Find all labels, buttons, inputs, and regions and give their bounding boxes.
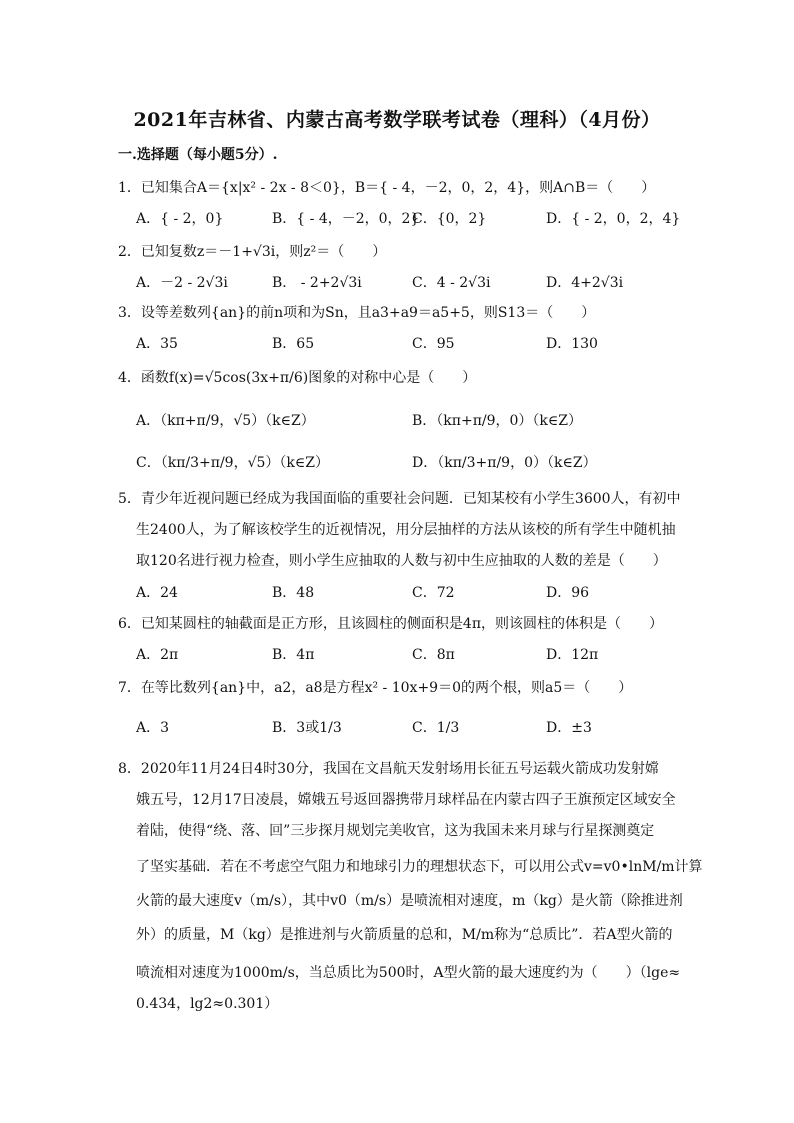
question-6-option-b: B．4π bbox=[272, 647, 315, 663]
question-6-option-c: C．8π bbox=[412, 647, 455, 663]
question-6-stem: 6．已知某圆柱的轴截面是正方形，且该圆柱的侧面积是4π，则该圆柱的体积是（ ） bbox=[118, 616, 664, 632]
question-8-line-4: 了坚实基础．若在不考虑空气阻力和地球引力的理想状态下，可以用公式v=v0•lnM/m计算 bbox=[136, 859, 703, 875]
question-1-option-a: A．{ - 2，0} bbox=[136, 211, 224, 227]
question-1-option-c: C．{0，2} bbox=[412, 211, 487, 227]
question-3-option-b: B．65 bbox=[272, 336, 315, 352]
question-8-line-7: 喷流相对速度为1000m/s，当总质比为500时，A型火箭的最大速度约为（ ）（lge≈ bbox=[136, 965, 681, 981]
question-5-line-3: 取120名进行视力检查，则小学生应抽取的人数与初中生应抽取的人数的差是（ ） bbox=[136, 553, 667, 569]
question-5-option-d: D．96 bbox=[546, 585, 590, 601]
question-4-option-a: A．（kπ+π/9，√5）（k∈Z） bbox=[136, 413, 315, 429]
question-5-option-a: A．24 bbox=[136, 585, 178, 601]
question-3-option-c: C．95 bbox=[412, 336, 455, 352]
question-7-option-b: B．3或1/3 bbox=[272, 720, 342, 736]
question-2-option-a: A．－2 - 2√3i bbox=[136, 275, 228, 291]
question-8-line-2: 娥五号，12月17日凌晨，嫦娥五号返回器携带月球样品在内蒙古四子王旗预定区域安全 bbox=[136, 792, 676, 808]
question-4-option-c: C．（kπ/3+π/9，√5）（k∈Z） bbox=[136, 455, 329, 471]
question-2-stem: 2．已知复数z＝－1+√3i，则z²＝（ ） bbox=[118, 244, 387, 260]
question-4-option-d: D．（kπ/3+π/9，0）（k∈Z） bbox=[412, 455, 597, 471]
question-2-option-d: D．4+2√3i bbox=[546, 275, 624, 291]
question-8-line-3: 着陆，使得“绕、落、回”三步探月规划完美收官，这为我国未来月球与行星探测奠定 bbox=[136, 823, 655, 839]
question-6-option-d: D．12π bbox=[546, 647, 599, 663]
question-4-stem: 4．函数f(x)=√5cos(3x+π/6)图象的对称中心是（ ） bbox=[118, 370, 477, 386]
question-8-line-5: 火箭的最大速度v（m/s），其中v0（m/s）是喷流相对速度，m（kg）是火箭（除推进剂 bbox=[136, 893, 683, 909]
question-1-option-b: B．{ - 4，－2，0，2} bbox=[272, 211, 420, 227]
question-4-option-b: B．（kπ+π/9，0）（k∈Z） bbox=[412, 413, 583, 429]
question-1-stem: 1．已知集合A＝{x|x² - 2x - 8＜0}，B＝{ - 4，－2，0，2，4}，则A∩B＝（ ） bbox=[118, 180, 656, 196]
question-3-option-a: A．35 bbox=[136, 336, 178, 352]
question-1-option-d: D．{ - 2，0，2，4} bbox=[546, 211, 681, 227]
page-title: 2021年吉林省、内蒙古高考数学联考试卷（理科）（4月份） bbox=[133, 109, 661, 131]
question-7-stem: 7．在等比数列{an}中，a2，a8是方程x² - 10x+9＝0的两个根，则a5＝（ ） bbox=[118, 680, 633, 696]
question-5-line-2: 生2400人，为了解该校学生的近视情况，用分层抽样的方法从该校的所有学生中随机抽 bbox=[136, 522, 676, 538]
question-2-option-c: C．4 - 2√3i bbox=[412, 275, 491, 291]
question-8-line-6: 外）的质量，M（kg）是推进剂与火箭质量的总和，M/m称为“总质比”．若A型火箭的 bbox=[136, 927, 673, 943]
question-5-line-1: 5．青少年近视问题已经成为我国面临的重要社会问题．已知某校有小学生3600人，有初中 bbox=[118, 491, 681, 507]
question-7-option-c: C．1/3 bbox=[412, 720, 460, 736]
question-6-option-a: A．2π bbox=[136, 647, 179, 663]
question-3-option-d: D．130 bbox=[546, 336, 598, 352]
section-heading: 一.选择题（每小题5分）. bbox=[118, 147, 278, 163]
question-7-option-a: A．3 bbox=[136, 720, 170, 736]
question-8-line-8: 0.434，lg2≈0.301） bbox=[136, 996, 279, 1012]
question-2-option-b: B． - 2+2√3i bbox=[272, 275, 362, 291]
question-5-option-c: C．72 bbox=[412, 585, 455, 601]
question-3-stem: 3．设等差数列{an}的前n项和为Sn，且a3+a9＝a5+5，则S13＝（ ） bbox=[118, 305, 596, 321]
question-8-line-1: 8．2020年11月24日4时30分，我国在文昌航天发射场用长征五号运载火箭成功发射嫦 bbox=[118, 761, 659, 777]
question-5-option-b: B．48 bbox=[272, 585, 315, 601]
question-7-option-d: D．±3 bbox=[546, 720, 592, 736]
